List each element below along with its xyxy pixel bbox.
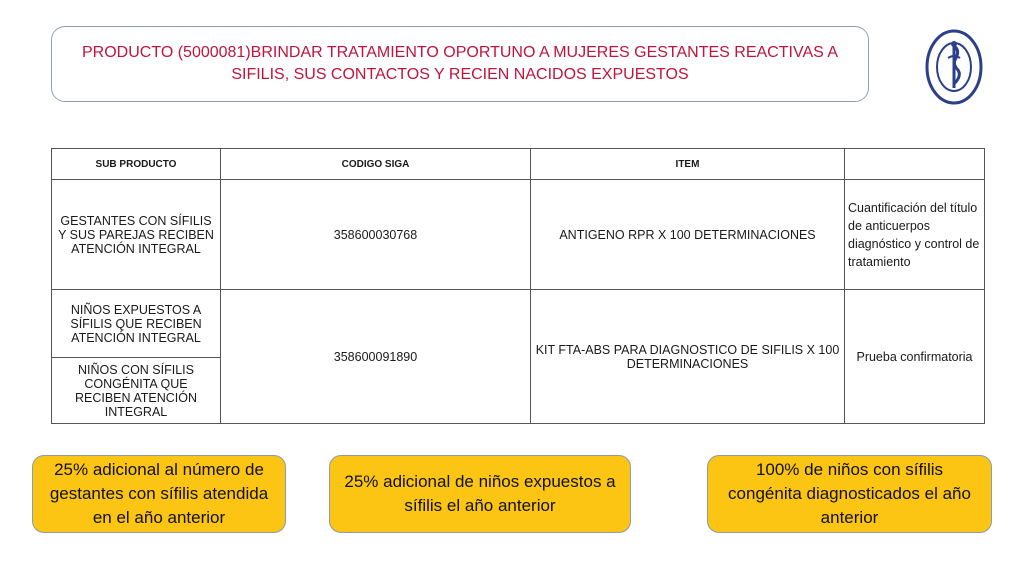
header-sub-producto: SUB PRODUCTO [52, 149, 221, 180]
goal-note-ninos-expuestos [329, 455, 631, 533]
ministerio-de-salud-seal-icon [924, 28, 984, 106]
goal-note-text: 25% adicional al número de gestantes con sífilis atendida en el año anterior [49, 460, 269, 527]
code-cell: 358600030768 [221, 180, 531, 290]
products-table [51, 148, 985, 424]
code-cell: 358600091890 [221, 290, 531, 424]
subproduct-cell: NIÑOS CON SÍFILIS CONGÉNITA QUE RECIBEN ATENCIÓN INTEGRAL [52, 358, 221, 424]
goal-note-sifilis-congenita [707, 455, 992, 533]
use-cell: Cuantificación del título de anticuerpos diagnóstico y control de tratamiento [845, 180, 985, 290]
header-codigo-siga: CODIGO SIGA [221, 149, 531, 180]
product-title: PRODUCTO (5000081)BRINDAR TRATAMIENTO OPORTUNO A MUJERES GESTANTES REACTIVAS A SIFILIS, SUS CONTACTOS Y RECIEN NACIDOS EXPUESTOS [82, 44, 839, 83]
table-header-row [52, 149, 985, 180]
subproduct-cell: NIÑOS EXPUESTOS A SÍFILIS QUE RECIBEN ATENCIÓN INTEGRAL [52, 290, 221, 358]
use-cell: Prueba confirmatoria [845, 290, 985, 424]
goal-note-gestantes [32, 455, 286, 533]
subproduct-cell: GESTANTES CON SÍFILIS Y SUS PAREJAS RECIBEN ATENCIÓN INTEGRAL [52, 180, 221, 290]
item-cell: KIT FTA-ABS PARA DIAGNOSTICO DE SIFILIS X 100 DETERMINACIONES [531, 290, 845, 424]
table-row [52, 290, 985, 358]
goal-note-text: 25% adicional de niños expuestos a sífilis el año anterior [344, 472, 616, 515]
header-empty [845, 149, 985, 180]
goal-note-text: 100% de niños con sífilis congénita diagnosticados el año anterior [728, 460, 971, 527]
product-title-box [51, 26, 869, 102]
item-cell: ANTIGENO RPR X 100 DETERMINACIONES [531, 180, 845, 290]
header-item: ITEM [531, 149, 845, 180]
table-row [52, 180, 985, 290]
